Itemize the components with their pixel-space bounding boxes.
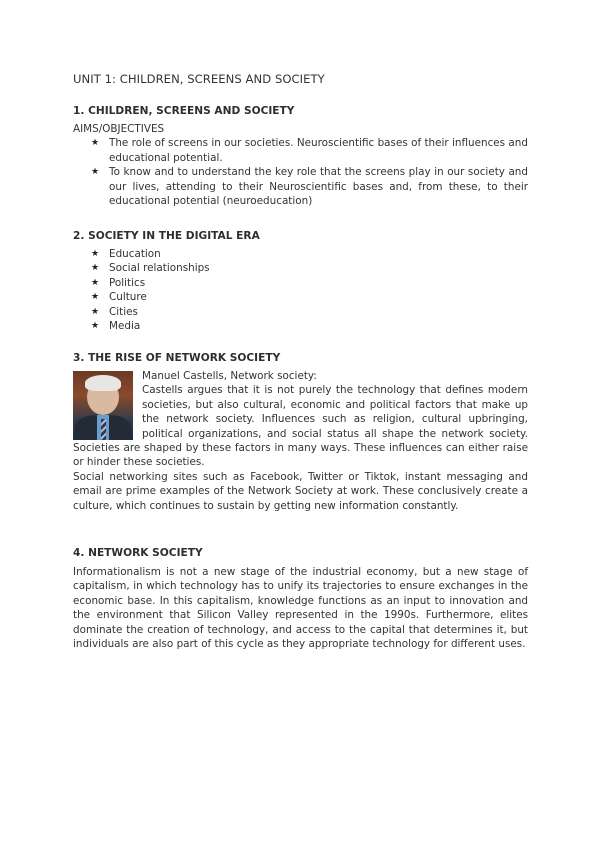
star-bullet-icon: ★	[91, 263, 100, 274]
star-bullet-icon: ★	[91, 306, 100, 317]
section-heading: 2. SOCIETY IN THE DIGITAL ERA	[73, 230, 260, 242]
section-society-digital-era	[73, 229, 528, 333]
list-item: ★ Culture	[91, 291, 147, 304]
objectives-list	[73, 136, 528, 208]
unit-title: UNIT 1: CHILDREN, SCREENS AND SOCIETY	[73, 72, 325, 86]
paragraph: Castells argues that it is not purely the technology that defines modern societies, but also cultural, economic and political factors that make up the network society. Influences such as religion, cultural upbringing, political organizations, and social status all shape the network society. Societies are shaped by these factors in many ways. These influences can either raise or hinder these societies.	[73, 384, 528, 469]
list-item: ★ Politics	[91, 276, 146, 289]
section-rise-network-society	[73, 351, 528, 513]
topics-list	[73, 247, 528, 333]
paragraph: Informationalism is not a new stage of the industrial economy, but a new stage of capitalism, in which technology has to unify its trajectories to ensure exchanges in the economic base. In this capitalism, knowledge functions as an input to innovation and the environment that Silicon Valley represented in the 1990s. Furthermore, elites dominate the creation of technology, and access to the capital that determines it, but individuals are also part of this cycle as they appropriate technology for different uses.	[73, 566, 528, 651]
star-bullet-icon: ★	[91, 138, 100, 149]
section-network-society	[73, 546, 528, 651]
star-bullet-icon: ★	[91, 277, 100, 288]
list-item: ★ Cities	[91, 305, 138, 318]
list-item: ★ Education	[91, 248, 161, 260]
star-bullet-icon: ★	[91, 321, 100, 332]
star-bullet-icon: ★	[91, 249, 100, 259]
list-item: ★ To know and to understand the key role that the screens play in our society and our lives, attending to their Neuroscientific bases and, from these, to their educational potential (neuroeducation)	[91, 166, 528, 208]
photo-caption: Manuel Castells, Network society:	[142, 370, 317, 382]
paragraph: Social networking sites such as Facebook, Twitter or Tiktok, instant messaging and email are prime examples of the Network Society at work. These conclusively create a culture, which continues to sustain by getting new information constantly.	[73, 470, 528, 512]
star-bullet-icon: ★	[91, 292, 100, 303]
list-item: ★ Social relationships	[91, 262, 210, 275]
list-item: ★ The role of screens in our societies. Neuroscientific bases of their influences and educational potential.	[91, 137, 528, 164]
portrait-photo	[73, 371, 133, 440]
section-heading: 1. CHILDREN, SCREENS AND SOCIETY	[73, 105, 295, 117]
star-bullet-icon: ★	[91, 167, 100, 178]
list-item: ★ Media	[91, 320, 141, 333]
aims-objectives-label: AIMS/OBJECTIVES	[73, 123, 165, 135]
castells-block	[73, 369, 528, 513]
section-heading: 3. THE RISE OF NETWORK SOCIETY	[73, 352, 281, 364]
section-children-screens-society	[73, 104, 528, 208]
section-heading: 4. NETWORK SOCIETY	[73, 547, 203, 559]
